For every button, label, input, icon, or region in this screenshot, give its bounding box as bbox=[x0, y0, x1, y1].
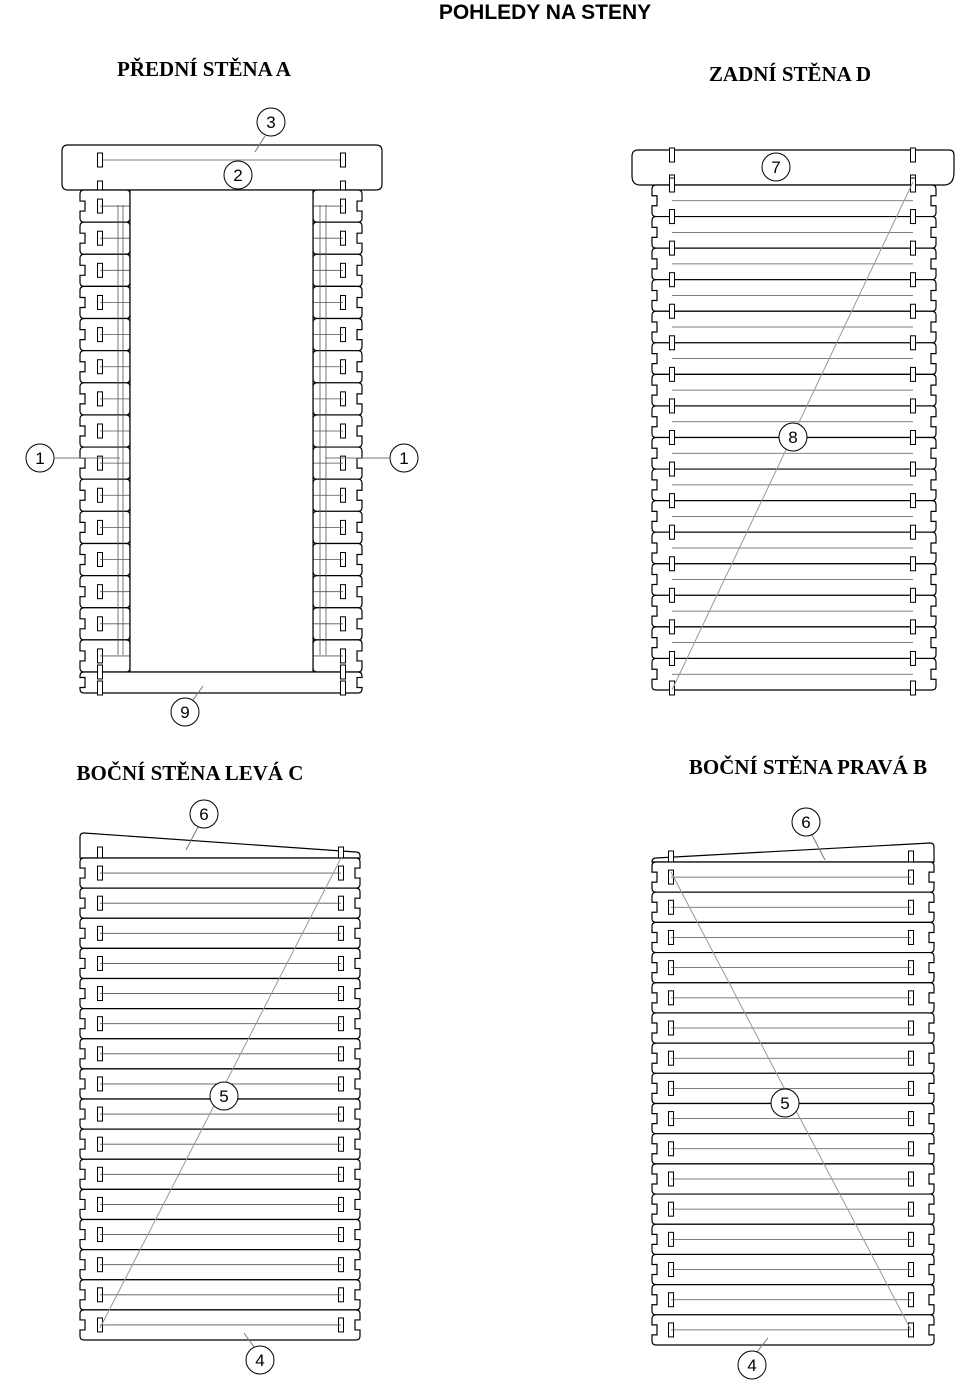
side-top-plate bbox=[80, 833, 360, 861]
dowel-pin bbox=[670, 494, 675, 508]
dowel-pin bbox=[911, 241, 916, 255]
dowel-pin bbox=[341, 153, 346, 167]
callout-front-lintel bbox=[224, 161, 252, 189]
front-left-log bbox=[80, 222, 130, 254]
front-wall-view bbox=[62, 145, 382, 695]
front-left-log bbox=[80, 415, 130, 447]
side-log bbox=[80, 1310, 360, 1340]
front-left-log bbox=[80, 640, 130, 672]
side-log bbox=[652, 862, 934, 892]
callout-right-diagonal bbox=[771, 1089, 799, 1117]
dowel-pin bbox=[670, 651, 675, 665]
dowel-pin bbox=[911, 304, 916, 318]
front-left-log bbox=[80, 319, 130, 351]
svg-text:1: 1 bbox=[35, 449, 45, 468]
dowel-pin bbox=[911, 273, 916, 287]
door-opening bbox=[130, 190, 313, 672]
svg-text:4: 4 bbox=[747, 1356, 757, 1375]
dowel-pin bbox=[670, 462, 675, 476]
front-left-log bbox=[80, 286, 130, 318]
dowel-pin bbox=[98, 665, 103, 679]
front-left-log bbox=[80, 447, 130, 479]
front-left-log bbox=[80, 543, 130, 575]
side-log bbox=[80, 1039, 360, 1069]
callout-left-diagonal bbox=[210, 1082, 238, 1110]
side-log bbox=[652, 892, 934, 922]
dowel-pin bbox=[670, 367, 675, 381]
side-log bbox=[652, 953, 934, 983]
side-log bbox=[652, 1013, 934, 1043]
side-log bbox=[80, 1129, 360, 1159]
back-top-plate bbox=[632, 148, 954, 189]
front-left-log bbox=[80, 190, 130, 222]
side-log bbox=[652, 1285, 934, 1315]
front-left-log bbox=[80, 479, 130, 511]
side-log bbox=[652, 983, 934, 1013]
dowel-pin bbox=[911, 462, 916, 476]
dowel-pin bbox=[911, 431, 916, 445]
dowel-pin bbox=[911, 399, 916, 413]
dowel-pin bbox=[98, 681, 103, 695]
dowel-pin bbox=[911, 620, 916, 634]
side-log bbox=[652, 1043, 934, 1073]
side-log bbox=[80, 1189, 360, 1219]
page-title: POHLEDY NA STENY bbox=[438, 1, 652, 24]
side-log bbox=[80, 918, 360, 948]
svg-text:4: 4 bbox=[255, 1351, 265, 1370]
front-left-log bbox=[80, 511, 130, 543]
dowel-pin bbox=[670, 336, 675, 350]
svg-text:8: 8 bbox=[788, 428, 798, 447]
svg-text:9: 9 bbox=[180, 703, 190, 722]
side-log bbox=[652, 922, 934, 952]
svg-text:5: 5 bbox=[219, 1087, 229, 1106]
svg-text:6: 6 bbox=[801, 813, 811, 832]
log-outline bbox=[62, 145, 382, 190]
side-log bbox=[652, 1315, 934, 1345]
dowel-pin bbox=[911, 681, 916, 695]
side-log bbox=[80, 948, 360, 978]
dowel-pin bbox=[911, 210, 916, 224]
side-log bbox=[80, 858, 360, 888]
dowel-pin bbox=[670, 273, 675, 287]
log-outline bbox=[652, 843, 934, 862]
dowel-pin bbox=[911, 525, 916, 539]
callout-back-top bbox=[762, 153, 790, 181]
log-outline bbox=[632, 150, 954, 185]
dowel-pin bbox=[670, 681, 675, 695]
dowel-pin bbox=[670, 431, 675, 445]
svg-text:5: 5 bbox=[780, 1094, 790, 1113]
log-outline bbox=[80, 672, 362, 693]
front-top-plate bbox=[62, 145, 382, 195]
front-wall-title: PŘEDNÍ STĚNA A bbox=[117, 57, 291, 81]
front-left-log bbox=[80, 383, 130, 415]
left-wall-title: BOČNÍ STĚNA LEVÁ C bbox=[76, 761, 304, 785]
side-log bbox=[652, 1164, 934, 1194]
dowel-pin bbox=[341, 665, 346, 679]
dowel-pin bbox=[911, 651, 916, 665]
svg-text:1: 1 bbox=[399, 449, 409, 468]
side-log bbox=[652, 1254, 934, 1284]
side-log bbox=[80, 1009, 360, 1039]
dowel-pin bbox=[911, 588, 916, 602]
side-log bbox=[80, 1159, 360, 1189]
svg-text:3: 3 bbox=[266, 113, 276, 132]
dowel-pin bbox=[670, 148, 675, 162]
svg-text:6: 6 bbox=[199, 805, 209, 824]
side-log bbox=[80, 1250, 360, 1280]
back-wall-title: ZADNÍ STĚNA D bbox=[708, 62, 872, 86]
svg-text:7: 7 bbox=[771, 158, 781, 177]
log-outline bbox=[80, 833, 360, 858]
side-log bbox=[80, 979, 360, 1009]
dowel-pin bbox=[911, 367, 916, 381]
dowel-pin bbox=[670, 210, 675, 224]
dowel-pin bbox=[670, 620, 675, 634]
front-left-log bbox=[80, 608, 130, 640]
callout-back-diagonal bbox=[779, 423, 807, 451]
dowel-pin bbox=[670, 304, 675, 318]
dowel-pin bbox=[670, 399, 675, 413]
side-log bbox=[652, 1224, 934, 1254]
front-left-log bbox=[80, 576, 130, 608]
dowel-pin bbox=[911, 148, 916, 162]
dowel-pin bbox=[911, 336, 916, 350]
front-left-log bbox=[80, 351, 130, 383]
back-wall-view bbox=[632, 148, 954, 695]
right-wall-title: BOČNÍ STĚNA PRAVÁ B bbox=[688, 755, 928, 779]
dowel-pin bbox=[670, 241, 675, 255]
dowel-pin bbox=[341, 681, 346, 695]
front-left-log bbox=[80, 254, 130, 286]
dowel-pin bbox=[670, 588, 675, 602]
dowel-pin bbox=[670, 557, 675, 571]
side-log bbox=[652, 1194, 934, 1224]
dowel-pin bbox=[98, 153, 103, 167]
dowel-pin bbox=[911, 494, 916, 508]
dowel-pin bbox=[911, 557, 916, 571]
side-log bbox=[652, 1134, 934, 1164]
dowel-pin bbox=[670, 178, 675, 192]
svg-text:2: 2 bbox=[233, 166, 243, 185]
dowel-pin bbox=[670, 525, 675, 539]
side-log bbox=[80, 1220, 360, 1250]
